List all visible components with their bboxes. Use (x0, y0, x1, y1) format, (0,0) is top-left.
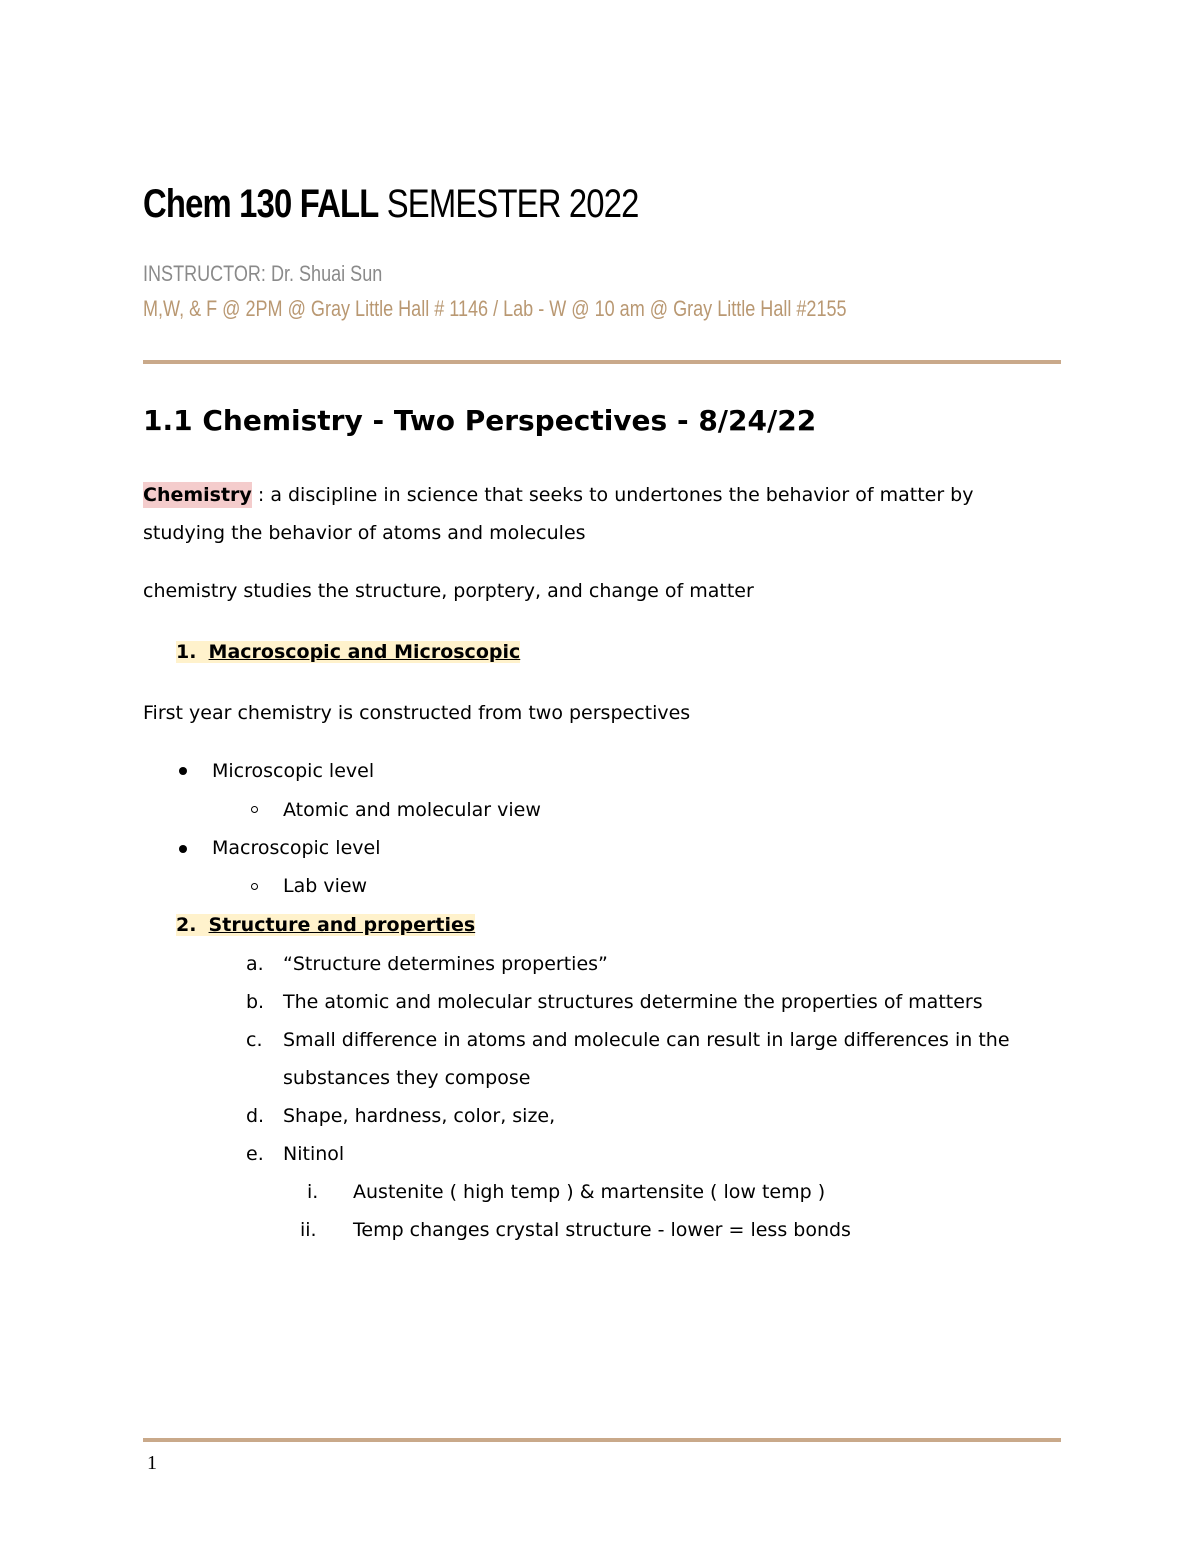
list-marker: a. (246, 953, 264, 975)
bullet-circle (251, 883, 258, 890)
part2-heading (176, 913, 475, 937)
part1-number: 1. (176, 641, 197, 663)
list-item: The atomic and molecular structures determine the properties of matters (283, 991, 983, 1013)
bullet-circle (251, 806, 258, 813)
bullet-dot (179, 845, 187, 853)
list-item: Nitinol (283, 1143, 345, 1165)
definition-separator: : (251, 484, 271, 506)
list-subitem: Lab view (283, 875, 368, 897)
part2-spacer (196, 914, 208, 936)
title-bold: Chem 130 FALL (143, 182, 379, 226)
list-item: Microscopic level (212, 760, 375, 782)
part2-title: Structure and properties (208, 914, 476, 936)
list-subitem: Temp changes crystal structure - lower = less bonds (353, 1219, 851, 1241)
part1-heading (176, 640, 520, 664)
part1-title: Macroscopic and Microscopic (208, 641, 521, 663)
list-item: Macroscopic level (212, 837, 381, 859)
definition-term: Chemistry (143, 484, 252, 506)
header-divider (143, 360, 1061, 364)
part2-number: 2. (176, 914, 197, 936)
list-marker: ii. (300, 1219, 317, 1241)
definition-line-1 (143, 483, 974, 507)
instructor-line: INSTRUCTOR: Dr. Shuai Sun (143, 261, 383, 286)
list-item: Shape, hardness, color, size, (283, 1105, 556, 1127)
list-item: “Structure determines properties” (283, 953, 608, 975)
schedule-line: M,W, & F @ 2PM @ Gray Little Hall # 1146 / Lab - W @ 10 am @ Gray Little Hall #2155 (143, 296, 847, 321)
list-marker: c. (246, 1029, 263, 1051)
part1-spacer (196, 641, 208, 663)
list-marker: b. (246, 991, 265, 1013)
document-title (143, 182, 639, 227)
footer-divider (143, 1438, 1061, 1442)
bullet-dot (179, 767, 187, 775)
list-subitem: Atomic and molecular view (283, 799, 541, 821)
list-marker: i. (307, 1181, 319, 1203)
title-rest: SEMESTER 2022 (386, 182, 639, 226)
list-item: Small difference in atoms and molecule can result in large differences in the (283, 1029, 1010, 1051)
section-title: 1.1 Chemistry - Two Perspectives - 8/24/22 (143, 404, 817, 437)
list-marker: d. (246, 1105, 265, 1127)
list-subitem: Austenite ( high temp ) & martensite ( low temp ) (353, 1181, 826, 1203)
definition-text: a discipline in science that seeks to undertones the behavior of matter by (270, 484, 974, 506)
summary-text: chemistry studies the structure, porptery, and change of matter (143, 580, 754, 602)
page-number: 1 (147, 1452, 157, 1474)
list-item-continuation: substances they compose (283, 1067, 531, 1089)
list-marker: e. (246, 1143, 264, 1165)
part1-intro: First year chemistry is constructed from two perspectives (143, 702, 691, 724)
definition-line-2: studying the behavior of atoms and molecules (143, 522, 586, 544)
